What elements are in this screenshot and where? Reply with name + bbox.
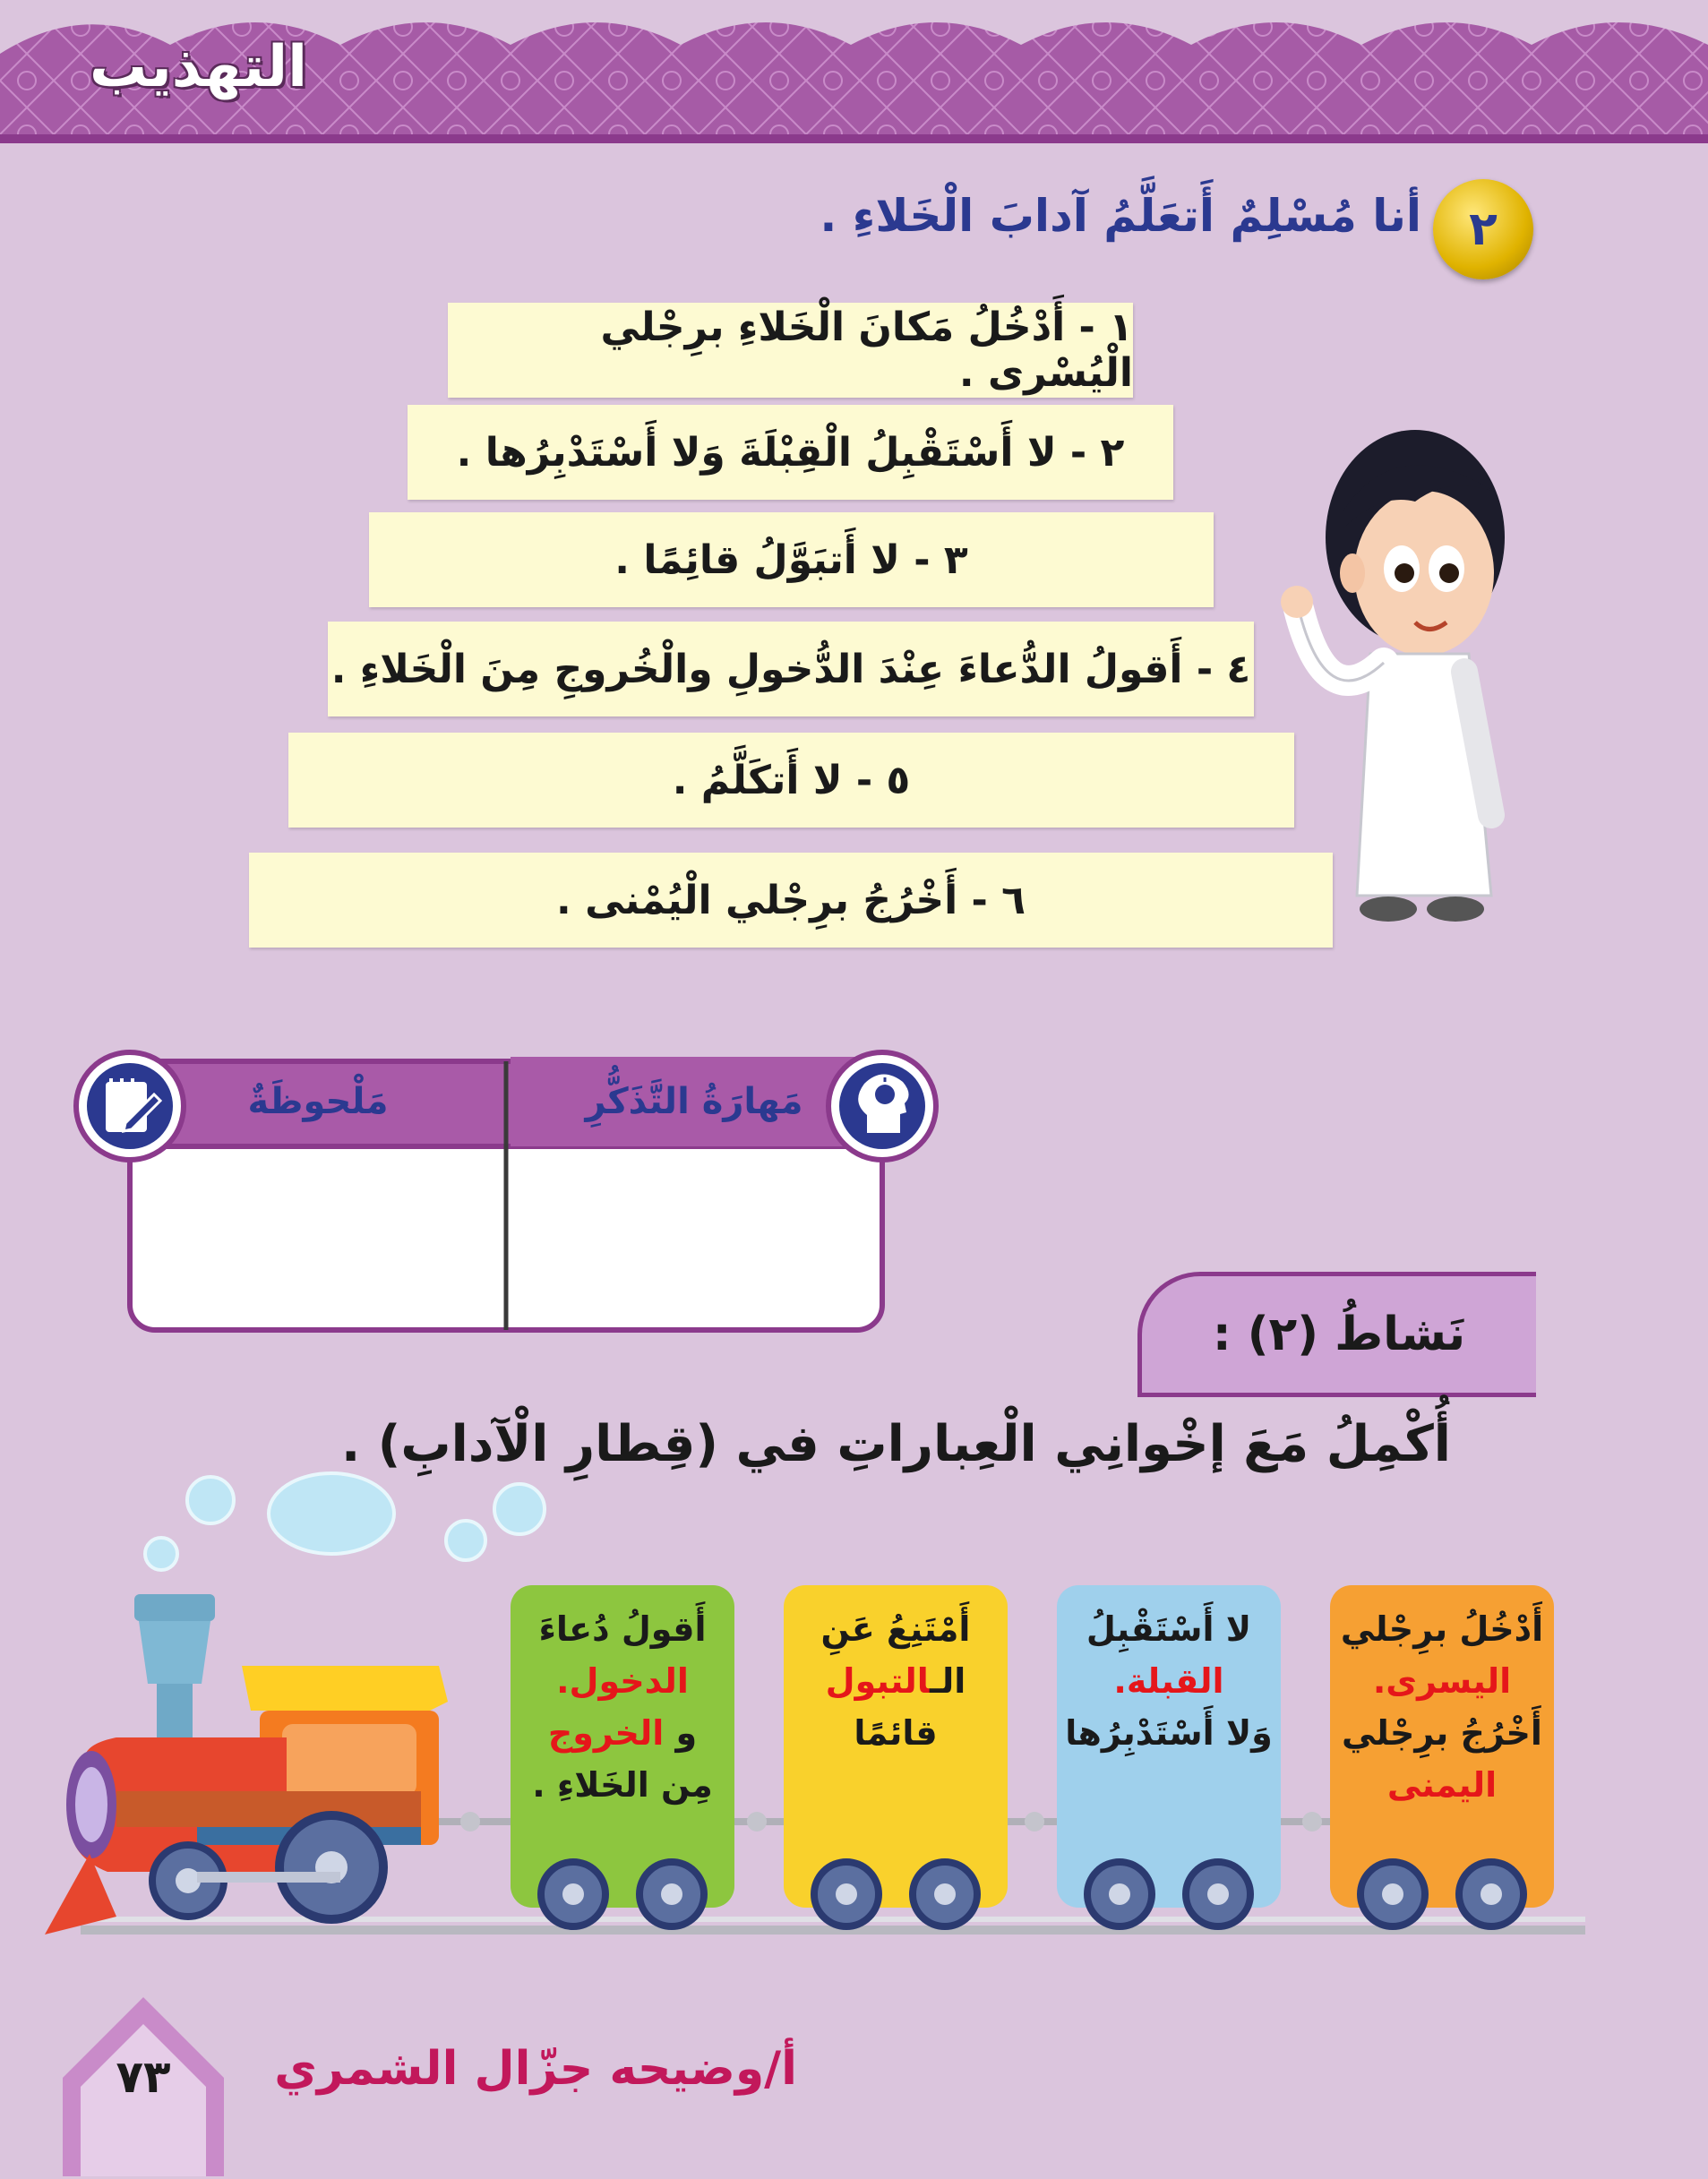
car-blue-line3: وَلا أَسْتَدْبِرُها bbox=[1065, 1713, 1273, 1753]
car-green-text bbox=[515, 1603, 730, 1811]
activity-instruction: أُكْمِلُ مَعَ إخْوانِي الْعِباراتِ في (قِطارِ الْآدابِ) . bbox=[340, 1415, 1451, 1473]
notes-table bbox=[125, 1057, 887, 1334]
rule-2: ٢ - لا أَسْتَقْبِلُ الْقِبْلَةَ وَلا أَسْتَدْبِرُها . bbox=[408, 405, 1173, 500]
car-orange-text bbox=[1335, 1603, 1549, 1811]
car-yellow-line3: قائمًا bbox=[854, 1713, 938, 1753]
car-orange-line1: أَدْخُلُ برِجْلي bbox=[1340, 1609, 1544, 1649]
author-credit: أ/وضيحه جزّال الشمري bbox=[274, 2042, 797, 2096]
car-green-conj: و bbox=[675, 1713, 698, 1753]
rule-5: ٥ - لا أَتكَلَّمُ . bbox=[288, 733, 1294, 828]
rule-4: ٤ - أَقولُ الدُّعاءَ عِنْدَ الدُّخولِ والْخُروجِ مِنَ الْخَلاءِ . bbox=[328, 622, 1254, 716]
car-green-answer1: الدخول. bbox=[556, 1661, 689, 1701]
car-blue-answer: القبلة. bbox=[1113, 1661, 1224, 1701]
car-green-answer2: الخروج bbox=[547, 1713, 665, 1753]
car-green-line1: أَقولُ دُعاءَ bbox=[538, 1609, 707, 1649]
lesson-title: أنا مُسْلِمٌ أَتعَلَّمُ آدابَ الْخَلاءِ . bbox=[820, 190, 1421, 242]
page-number: ٧٣ bbox=[116, 2051, 171, 2103]
subject-title: التهذيب bbox=[90, 34, 308, 100]
notes-cell-memory[interactable] bbox=[512, 1151, 875, 1325]
header-note: مَلْحوظَةٌ bbox=[247, 1081, 389, 1122]
activity-label: نَشاطُ (٢) : bbox=[1137, 1272, 1536, 1397]
car-orange-answer2: اليمنى bbox=[1386, 1765, 1498, 1805]
lesson-number-badge: ٢ bbox=[1433, 179, 1533, 279]
notes-cell-note[interactable] bbox=[136, 1151, 502, 1325]
car-yellow-line2 bbox=[788, 1655, 1003, 1707]
boy-illustration bbox=[1272, 394, 1541, 949]
rule-6: ٦ - أَخْرُجُ برِجْلي الْيُمْنى . bbox=[249, 853, 1333, 948]
car-yellow-text bbox=[788, 1603, 1003, 1759]
rule-3: ٣ - لا أَتبَوَّلُ قائِمًا . bbox=[369, 512, 1214, 607]
car-green-line3 bbox=[515, 1707, 730, 1759]
car-orange-line3: أَخْرُجُ برِجْلي bbox=[1342, 1713, 1542, 1753]
lightbulb-head-icon bbox=[824, 1048, 940, 1164]
car-yellow-answer: التبول bbox=[825, 1661, 931, 1701]
smoke-clouds bbox=[145, 1473, 545, 1570]
car-green-line4: مِن الخَلاءِ . bbox=[532, 1765, 713, 1805]
rule-1: ١ - أَدْخُلُ مَكانَ الْخَلاءِ برِجْلي الْيُسْرى . bbox=[448, 303, 1133, 398]
car-blue-line1: لا أَسْتَقْبِلُ bbox=[1086, 1609, 1252, 1649]
car-yellow-line1: أَمْتَنِعُ عَنِ bbox=[820, 1609, 971, 1649]
header-memory-skill: مَهارَةُ التَّذَكُّرِ bbox=[511, 1057, 878, 1146]
notepad-pencil-icon bbox=[72, 1048, 188, 1164]
car-blue-text bbox=[1061, 1603, 1276, 1759]
car-orange-answer1: اليسرى. bbox=[1372, 1661, 1512, 1701]
car-yellow-prefix: الـ bbox=[930, 1661, 966, 1701]
